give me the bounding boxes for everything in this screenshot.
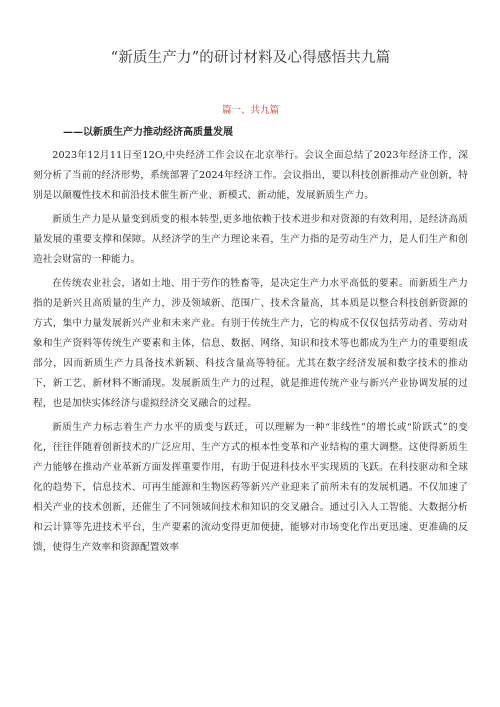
article-subtitle: ——以新质生产力推动经济高质量发展 xyxy=(63,127,233,138)
document-title: “新质生产力”的研讨材料及心得感悟共九篇 xyxy=(110,50,391,66)
body-paragraph: 2023年12月11日至12O,中央经济工作会议在北京举行。会议全面总结了2023年经济工作，深刻分析了当前的经济形势，系统部署了2024年经济工作。会议指出，要以科技创新推动产业创新，特别是以颠覆性技术和前沿技术催生新产业、新模式、新动能，发展新质生产力。 xyxy=(33,150,468,201)
chapter-heading: 篇一、共九篇 xyxy=(221,105,279,116)
body-paragraph: 新质生产力是从量变到质变的根本转型,更多地依赖于技术进步和对资源的有效利用，是经济高质量发展的重要支撑和保障。从经济学的生产力理论来看，生产力指的是劳动生产力，是人们生产和创造社会财富的一种能力。 xyxy=(33,214,468,265)
body-paragraph: 新质生产力标志着生产力水平的质变与跃迁，可以理解为一种“非线性”的增长或“阶跃式”的变化，往往伴随着创新技术的广泛应用、生产方式的根本性变革和产业结构的重大调整。这使得新质生产力能够在推动产业革新方面发挥重要作用，有助于促进科技水平实现质的飞跃。在科技驱动和全球化的趋势下，信息技术、可再生能源和生物医药等新兴产业迎来了前所未有的发展机遇。不仅加速了相关产业的技术创新，还催生了不同领域间技术和知识的交叉融合。通过引入人工智能、大数据分析和云计算等先进技术平台，生产要素的流动变得更加便捷，能够对市场变化作出更迅速、更准确的反馈，使得生产效率和资源配置效率 xyxy=(33,422,468,553)
body-paragraph: 在传统农业社会，诸如土地、用于劳作的牲畜等，是决定生产力水平高低的要素。而新质生产力指的是新兴且高质量的生产力，涉及领域新、范围广、技术含量高，其本质是以整合科技创新资源的方式，集中力量发展新兴产业和未来产业。有别于传统生产力，它的构成不仅仅包括劳动者、劳动对象和生产资料等传统生产要素和主体，信息、数据、网络、知识和技术等也都成为生产力的重要组成部分，因而新质生产力具备技术新颖、科技含量高等特征。尤其在数字经济发展和数字技术的推动下，新工艺、新材料不断涌现。发展新质生产力的过程，就是推进传统产业与新兴产业协调发展的过程，也是加快实体经济与虚拟经济交叉融合的过程。 xyxy=(33,278,468,409)
